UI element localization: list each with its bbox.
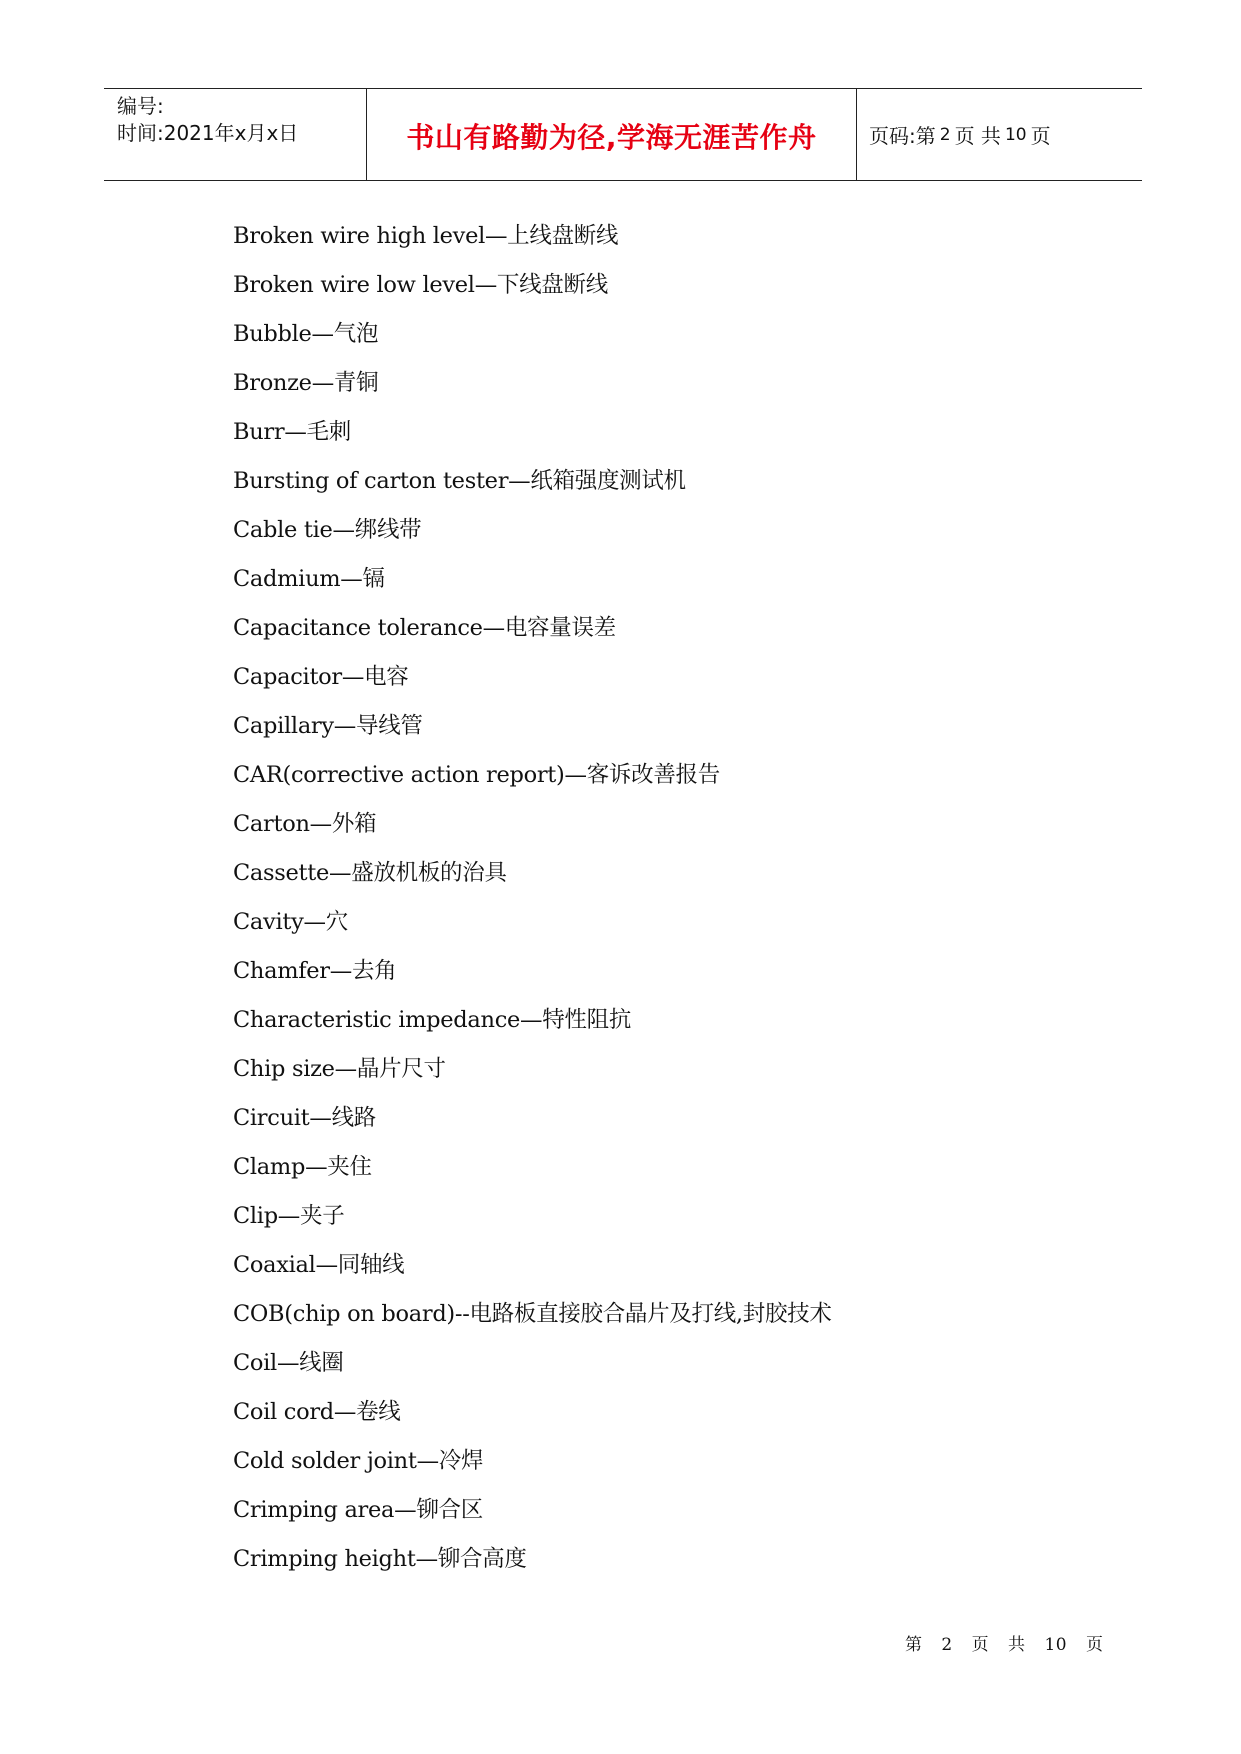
glossary-entry: Clip—夹子 bbox=[233, 1203, 345, 1229]
glossary-entry: Capacitor—电容 bbox=[233, 664, 409, 690]
glossary-entry: Cold solder joint—冷焊 bbox=[233, 1448, 484, 1474]
glossary-entry: Burr—毛刺 bbox=[233, 419, 351, 445]
glossary-entry: Cable tie—绑线带 bbox=[233, 517, 422, 543]
glossary-entry: Bursting of carton tester—纸箱强度测试机 bbox=[233, 468, 686, 494]
glossary-entry: Broken wire low level—下线盘断线 bbox=[233, 272, 608, 298]
footer-word-gong: 共 bbox=[1008, 1635, 1026, 1655]
glossary-entry: Bronze—青铜 bbox=[233, 370, 379, 396]
glossary-entry: COB(chip on board)--电路板直接胶合晶片及打线,封胶技术 bbox=[233, 1301, 832, 1327]
header-meta bbox=[104, 89, 367, 180]
glossary-entry: Capillary—导线管 bbox=[233, 713, 423, 739]
glossary-entry: Coil—线圈 bbox=[233, 1350, 344, 1376]
glossary-entry: Bubble—气泡 bbox=[233, 321, 379, 347]
footer-word-di: 第 bbox=[905, 1635, 923, 1655]
header-motto: 书山有路勤为径,学海无涯苦作舟 bbox=[406, 120, 817, 154]
page-footer bbox=[905, 1630, 1111, 1655]
glossary-list bbox=[233, 220, 1113, 1592]
header-page-info bbox=[857, 89, 1142, 180]
glossary-entry: Cassette—盛放机板的治具 bbox=[233, 860, 507, 886]
page-header bbox=[104, 88, 1142, 181]
header-motto-cell bbox=[367, 89, 857, 180]
glossary-entry: Cadmium—镉 bbox=[233, 566, 385, 592]
glossary-entry: Chamfer—去角 bbox=[233, 958, 397, 984]
glossary-entry: Characteristic impedance—特性阻抗 bbox=[233, 1007, 632, 1033]
glossary-entry: Capacitance tolerance—电容量误差 bbox=[233, 615, 616, 641]
glossary-entry: Clamp—夹住 bbox=[233, 1154, 372, 1180]
glossary-entry: Crimping height—铆合高度 bbox=[233, 1546, 527, 1572]
page-suffix: 页 bbox=[1030, 124, 1051, 148]
glossary-entry: Cavity—穴 bbox=[233, 909, 348, 935]
glossary-entry: Broken wire high level—上线盘断线 bbox=[233, 223, 619, 249]
glossary-entry: Crimping area—铆合区 bbox=[233, 1497, 483, 1523]
document-time-label: 时间:2021年x月x日 bbox=[117, 121, 299, 145]
footer-word-ye-end: 页 bbox=[1086, 1635, 1104, 1655]
glossary-entry: Circuit—线路 bbox=[233, 1105, 376, 1131]
document-number-label: 编号: bbox=[117, 94, 164, 118]
footer-total-pages: 10 bbox=[1044, 1635, 1068, 1655]
page-current: 2 bbox=[939, 124, 951, 145]
footer-word-ye: 页 bbox=[971, 1635, 990, 1655]
footer-current-page: 2 bbox=[941, 1635, 953, 1655]
glossary-entry: Coaxial—同轴线 bbox=[233, 1252, 405, 1278]
glossary-entry: Carton—外箱 bbox=[233, 811, 377, 837]
page-mid: 页 共 bbox=[954, 124, 1001, 148]
page-prefix: 页码:第 bbox=[869, 124, 936, 148]
glossary-entry: Chip size—晶片尺寸 bbox=[233, 1056, 446, 1082]
glossary-entry: Coil cord—卷线 bbox=[233, 1399, 401, 1425]
glossary-entry: CAR(corrective action report)—客诉改善报告 bbox=[233, 762, 720, 788]
page-total: 10 bbox=[1004, 124, 1027, 145]
